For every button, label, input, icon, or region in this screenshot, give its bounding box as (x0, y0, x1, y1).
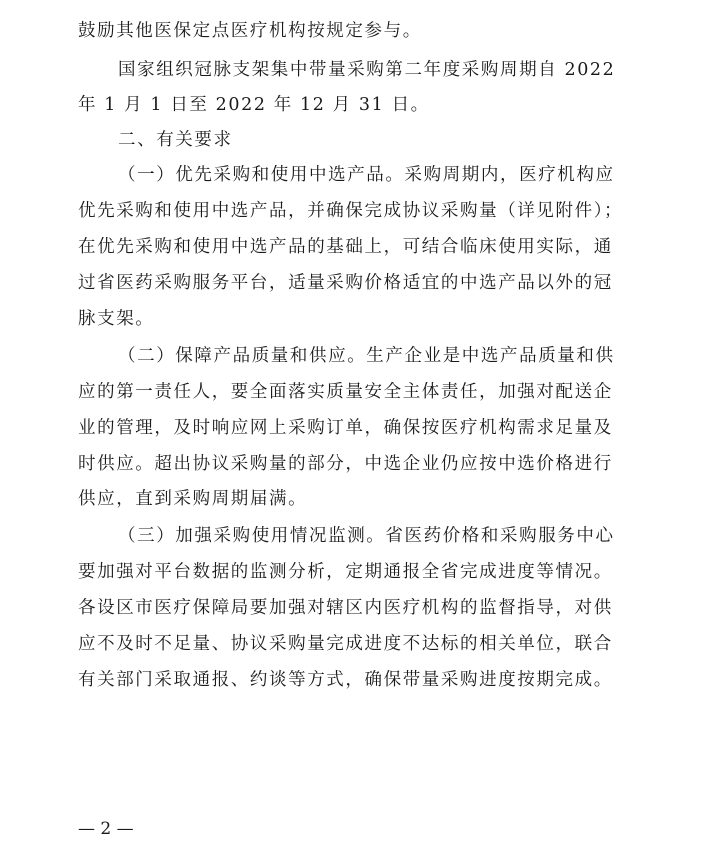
section-heading: 二、有关要求 (118, 130, 233, 150)
text-line: 业的管理，及时响应网上采购订单，确保按医疗机构需求足量及 (78, 418, 613, 438)
text-line: （三）加强采购使用情况监测。省医药价格和采购服务中心 (118, 526, 615, 546)
text-line: 过省医药采购服务平台，适量采购价格适宜的中选产品以外的冠 (78, 273, 613, 293)
text-line: 鼓励其他医保定点医疗机构按规定参与。 (78, 21, 422, 41)
text-line: 时供应。超出协议采购量的部分，中选企业仍应按中选价格进行 (78, 454, 613, 474)
text-line: （一）优先采购和使用中选产品。采购周期内，医疗机构应 (118, 165, 615, 185)
page-number: — 2 — (78, 819, 134, 839)
text-line: 脉支架。 (78, 309, 155, 329)
text-line: （二）保障产品质量和供应。生产企业是中选产品质量和供 (118, 346, 615, 366)
text-line: 供应，直到采购周期届满。 (78, 489, 308, 509)
text-line: 各设区市医疗保障局要加强对辖区内医疗机构的监督指导，对供 (78, 598, 613, 618)
text-line: 有关部门采取通报、约谈等方式，确保带量采购进度按期完成。 (78, 670, 613, 690)
text-line: 年 1 月 1 日至 2022 年 12 月 31 日。 (78, 95, 430, 115)
text-line: 要加强对平台数据的监测分析，定期通报全省完成进度等情况。 (78, 562, 613, 582)
text-line: 国家组织冠脉支架集中带量采购第二年度采购周期自 2022 (118, 60, 616, 80)
text-line: 在优先采购和使用中选产品的基础上，可结合临床使用实际，通 (78, 237, 613, 257)
text-line: 应的第一责任人，要全面落实质量安全主体责任，加强对配送企 (78, 382, 613, 402)
text-line: 应不及时不足量、协议采购量完成进度不达标的相关单位，联合 (78, 634, 613, 654)
text-line: 优先采购和使用中选产品，并确保完成协议采购量（详见附件）； (78, 201, 624, 221)
